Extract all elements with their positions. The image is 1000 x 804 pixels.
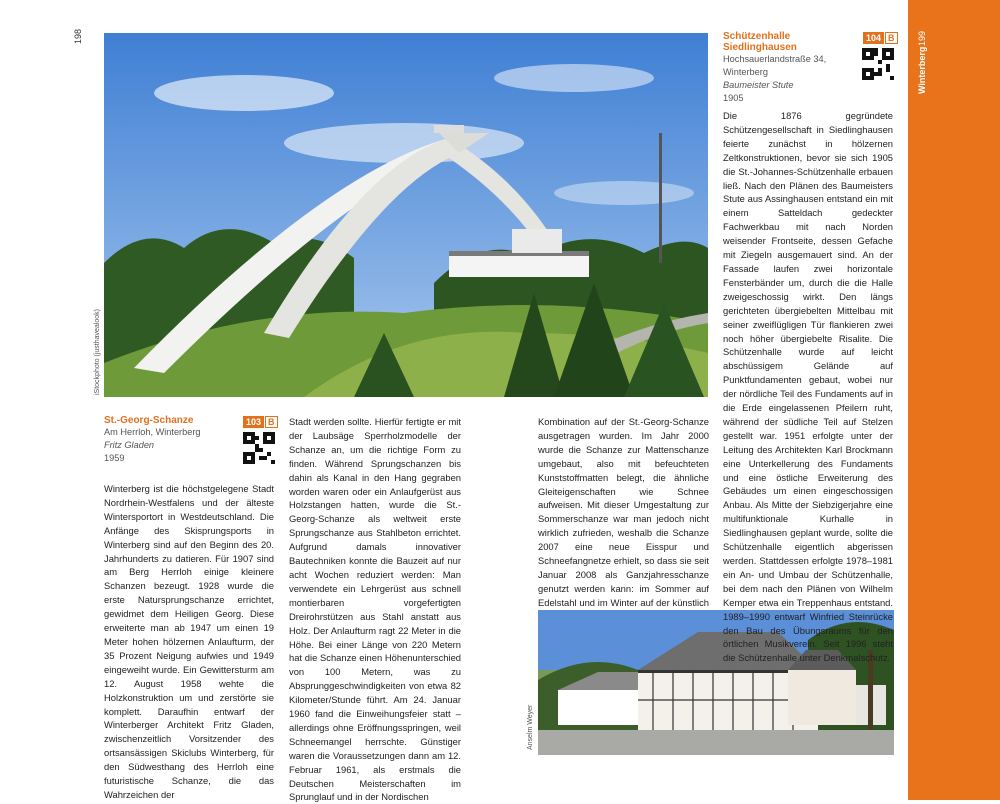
- entry-103-architect: Fritz Gladen: [104, 440, 155, 450]
- entry-103-year: 1959: [104, 453, 125, 463]
- entry-103-title: St.-Georg-Schanze: [104, 415, 194, 426]
- entry-103-address: Am Herrloh, Winterberg: [104, 427, 201, 437]
- section-tab-label: Winterberg: [917, 46, 927, 94]
- entry-104-number: 104: [863, 32, 884, 44]
- entry-103-badge: [243, 416, 278, 428]
- entry-104-architect: Baumeister Stute: [723, 80, 794, 90]
- ski-jump-illustration: [104, 33, 708, 397]
- entry-103-number: 103: [243, 416, 264, 428]
- entry-104-address-line1: Hochsauerlandstraße 34,: [723, 54, 827, 64]
- entry-104-badge: [863, 32, 898, 44]
- qr-code-icon[interactable]: [862, 48, 894, 80]
- text-column-2: Stadt werden sollte. Hierfür fertigte er mit der Laubsäge Sperrholzmodelle der Schanze an, um die richtige Form zu finden. Während Sprungschanzen bis dahin als Kanal in den Hang gegraben worden waren oder ein Anlaufgerüst aus Holzstangen hatten, wurde die St.-Georg-Schanze als weltweit erste Sprungschanze aus Stahlbeton errichtet. Aufgrund damals innovativer Bautechniken konnte die Bauzeit auf nur acht Wochen reduziert werden: Man verwendete ein Lehrgerüst aus schnell montierbaren vorgefertigten Dreirohrstützen aus Stahl anstatt aus Holz. Der Anlaufturm ragt 22 Meter in die Höhe. Bei einer Länge von 220 Metern hat die Schanze einen Höhenunterschied von 100 Metern, was zu Absprunggeschwindigkeiten von etwa 82 Kilometer/Stunde führt. Am 24. Januar 1960 fand die Einweihungsfeier statt – allerdings ohne Eröffnungsspringen, weil Schneemangel herrschte. Günstiger waren die Voraussetzungen dann am 12. Februar 1961, als erstmals die Deutschen Meisterschaften im Sprunglauf und in der Nordischen: [289, 416, 461, 803]
- page-number-left: 198: [73, 28, 83, 44]
- section-tab: [908, 0, 1000, 800]
- photo-credit-ski-jump: iStockphoto (justhavealook): [94, 309, 101, 395]
- page-number-right: 199: [917, 30, 927, 46]
- ski-jump-photo: [104, 33, 708, 397]
- entry-104-address-line2: Winterberg: [723, 67, 768, 77]
- text-column-3: Kombination auf der St.-Georg-Schanze ausgetragen wurden. Im Jahr 2000 wurde die Schanze zur Mattenschanze umgebaut, also mit befeuchteten Kunststoffmatten belegt, die ähnliche Gleiteigenschaften wie Schnee aufweisen. Mit dieser Umgestaltung zur Sommerschanze war man jedoch nicht wirklich zufrieden, weshalb die Schanze 2007 eine neue Eisspur und Schneefangnetze erhielt, so dass sie seit Januar 2008 als Ganzjahresschanze genutzt werden kann: im Sommer auf Edelstahl und im Winter auf der künstlich: [538, 416, 709, 608]
- entry-104-year: 1905: [723, 93, 744, 103]
- entry-104-header: [723, 31, 863, 103]
- text-column-1: Winterberg ist die höchstgelegene Stadt Nordrhein-Westfalens und der älteste Wintersportort in Westdeutschland. Die Anfänge des Skisprungsports in Winterberg sind auf den Beginn des 20. Jahrhunderts zu datieren. Für 1907 sind am Berg Herrloh einige kleinere Schanzen bezeugt. 1928 wurde die erste Natursprungschanze errichtet, gewidmet dem Heiligen Georg. Diese erweiterte man ab 1947 um einen 19 Meter hohen hölzernen Anlaufturm, der 35 Prozent Neigung aufwies und 1949 eingeweiht wurde. Ein Gewittersturm am 12. August 1958 wehte die Holzkonstruktion um und zerstörte sie komplett. Daraufhin entwarf der Winterberger Architekt Fritz Gladen, zwischenzeitlich Vorsitzender des ortsansässigen Skiclubs Winterberg, für den Südwesthang des Herrloh eine futuristische Schanze, die das Wahrzeichen der: [104, 483, 274, 800]
- entry-104-category: B: [885, 32, 898, 44]
- photo-credit-schuetzenhalle: Anselm Weyer: [527, 704, 534, 750]
- entry-104-title: Schützenhalle Siedlinghausen: [723, 31, 797, 53]
- text-column-4: Die 1876 gegründete Schützengesellschaft in Siedlinghausen feierte zunächst in hölzernen Zeltkonstruktionen, bevor sie sich 1905 die St.-Johannes-Schützenhalle erbauen ließ. Nach den Plänen des Baumeisters Stute aus Assinghausen entstand ein mit einem Satteldach gedeckter Fachwerkbau mit nach Norden weisender Frontseite, dessen Gefache mit Ziegeln ausgemauert sind. An der Fassade laufen zwei horizontale Fensterbänder um, durch die die Halle zweigeschossig wirkt. Den längs gerichteten übergiebelten Mittelbau mit seiner zweiflügligen Tür flankieren zwei noch höher übergiebelte Risalite. Die Schützenhalle wurde auf leicht abschüssigem Gelände auf Punktfundamenten gebaut, wobei nur der nördliche Teil des Fundaments auf in die Erde eingelassenen Pfeilern ruht, während der südliche Teil auf Stelzen gestellt war. 1951 erfolgte unter der Leitung des Architekten Karl Brockmann eine Unterkellerung des Fundaments und eine östliche Erweiterung des Gebäudes um einen eingeschossigen Anbau. Als Mitte der Siebzigerjahre eine multifunktionale Kurhalle in Siedlinghausen geplant wurde, sollte die Schützenhalle eigentlich abgerissen werden. Stattdessen erfolgte 1978–1981 ein An- und Umbau der Schützenhalle, bei dem nach den Plänen von Wilhelm Kemper etwa ein Treppenhaus entstand. 1989–1990 entwarf Winfried Steinrücke den Bau des Übungsraums für den örtlichen Musikverein. Seit 1996 steht die Schützenhalle unter Denkmalschutz.: [723, 110, 893, 664]
- qr-code-icon[interactable]: [243, 432, 275, 464]
- entry-103-category: B: [265, 416, 278, 428]
